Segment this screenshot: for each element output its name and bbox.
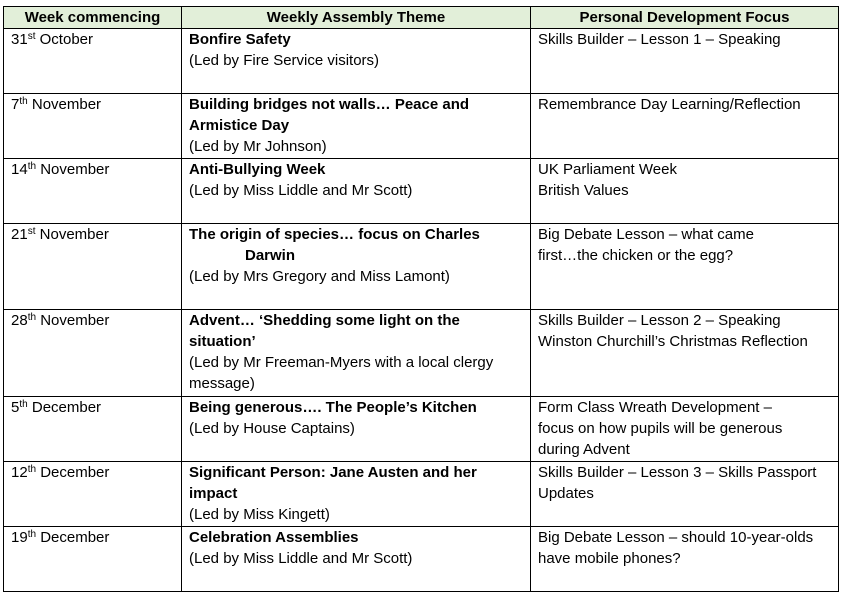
table-row xyxy=(4,310,839,397)
theme-title-line: Advent… ‘Shedding some light on the xyxy=(189,312,460,329)
focus-cell xyxy=(531,159,839,224)
table-row xyxy=(4,397,839,462)
focus-line: Updates xyxy=(538,485,594,502)
week-month: November xyxy=(40,161,110,178)
focus-cell xyxy=(531,397,839,462)
theme-title-line: Armistice Day xyxy=(189,117,290,134)
focus-line: UK Parliament Week xyxy=(538,161,677,178)
theme-led-by: (Led by Mr Johnson) xyxy=(189,138,327,155)
theme-led-by: (Led by Miss Liddle and Mr Scott) xyxy=(189,550,413,567)
theme-cell xyxy=(182,94,531,159)
header-row xyxy=(4,7,839,29)
theme-led-by: (Led by Fire Service visitors) xyxy=(189,52,380,69)
focus-line: first…the chicken or the egg? xyxy=(538,247,734,264)
week-month: December xyxy=(40,529,110,546)
week-day-suffix: th xyxy=(19,96,28,107)
table-row xyxy=(4,159,839,224)
theme-cell xyxy=(182,462,531,527)
theme-title-line: Bonfire Safety xyxy=(189,31,291,48)
week-cell xyxy=(4,397,182,462)
theme-title-line: Building bridges not walls… Peace and xyxy=(189,96,470,113)
week-month: November xyxy=(40,312,110,329)
table-row xyxy=(4,462,839,527)
week-day-suffix: th xyxy=(27,529,37,540)
week-day: 14 xyxy=(11,161,28,178)
focus-line: Big Debate Lesson – what came xyxy=(538,226,754,243)
focus-line: focus on how pupils will be generous xyxy=(538,420,783,437)
focus-line: Skills Builder – Lesson 2 – Speaking xyxy=(538,312,781,329)
focus-line: Winston Churchill’s Christmas Reflection xyxy=(538,333,808,350)
week-day: 28 xyxy=(11,312,28,329)
week-month: October xyxy=(39,31,93,48)
week-day-suffix: st xyxy=(27,31,36,42)
theme-cell xyxy=(182,310,531,397)
theme-title-line: Being generous…. The People’s Kitchen xyxy=(189,399,477,416)
week-day: 31 xyxy=(11,31,28,48)
focus-line: Remembrance Day Learning/Reflection xyxy=(538,96,801,113)
focus-cell xyxy=(531,310,839,397)
theme-title-line: situation’ xyxy=(189,333,256,350)
week-month: December xyxy=(40,464,110,481)
theme-title-line: The origin of species… focus on Charles xyxy=(189,226,480,243)
week-day-suffix: th xyxy=(27,464,37,475)
header-week-commencing: Week commencing xyxy=(4,7,182,29)
theme-led-by: (Led by Miss Liddle and Mr Scott) xyxy=(189,182,413,199)
theme-led-by: (Led by Mrs Gregory and Miss Lamont) xyxy=(189,268,450,285)
week-day: 12 xyxy=(11,464,28,481)
week-day-suffix: th xyxy=(27,312,37,323)
week-day: 5 xyxy=(11,399,20,416)
week-month: November xyxy=(31,96,102,113)
focus-line: during Advent xyxy=(538,441,630,458)
week-day: 21 xyxy=(11,226,28,243)
theme-title-line: impact xyxy=(189,485,238,502)
table-row xyxy=(4,94,839,159)
week-day: 19 xyxy=(11,529,28,546)
theme-title-line: Anti-Bullying Week xyxy=(189,161,326,178)
week-day-suffix: st xyxy=(27,226,36,237)
week-month: December xyxy=(31,399,102,416)
theme-cell xyxy=(182,159,531,224)
theme-cell xyxy=(182,29,531,94)
focus-line: have mobile phones? xyxy=(538,550,681,567)
week-cell xyxy=(4,29,182,94)
focus-line: Form Class Wreath Development – xyxy=(538,399,772,416)
theme-led-by: (Led by Miss Kingett) xyxy=(189,506,330,523)
focus-line: Skills Builder – Lesson 1 – Speaking xyxy=(538,31,781,48)
theme-led-by: (Led by Mr Freeman-Myers with a local clergy message) xyxy=(189,354,494,392)
focus-cell xyxy=(531,462,839,527)
header-personal-development-focus: Personal Development Focus xyxy=(531,7,839,29)
week-cell xyxy=(4,462,182,527)
week-month: November xyxy=(39,226,109,243)
week-cell xyxy=(4,527,182,592)
theme-cell xyxy=(182,527,531,592)
week-cell xyxy=(4,159,182,224)
theme-title-line: Significant Person: Jane Austen and her xyxy=(189,464,477,481)
focus-line: Skills Builder – Lesson 3 – Skills Passport xyxy=(538,464,817,481)
theme-title-line: Celebration Assemblies xyxy=(189,529,359,546)
theme-cell xyxy=(182,224,531,310)
theme-cell xyxy=(182,397,531,462)
table-row xyxy=(4,29,839,94)
focus-cell xyxy=(531,224,839,310)
week-cell xyxy=(4,310,182,397)
focus-cell xyxy=(531,527,839,592)
focus-cell xyxy=(531,94,839,159)
table-row xyxy=(4,527,839,592)
week-day-suffix: th xyxy=(19,399,28,410)
table-row xyxy=(4,224,839,310)
assembly-schedule-table xyxy=(3,6,839,592)
week-day-suffix: th xyxy=(27,161,37,172)
header-assembly-theme: Weekly Assembly Theme xyxy=(182,7,531,29)
focus-line: Big Debate Lesson – should 10-year-olds xyxy=(538,529,814,546)
week-day: 7 xyxy=(11,96,20,113)
week-cell xyxy=(4,94,182,159)
theme-title-line: Darwin xyxy=(245,247,296,264)
focus-cell xyxy=(531,29,839,94)
week-cell xyxy=(4,224,182,310)
focus-line: British Values xyxy=(538,182,629,199)
theme-led-by: (Led by House Captains) xyxy=(189,420,355,437)
